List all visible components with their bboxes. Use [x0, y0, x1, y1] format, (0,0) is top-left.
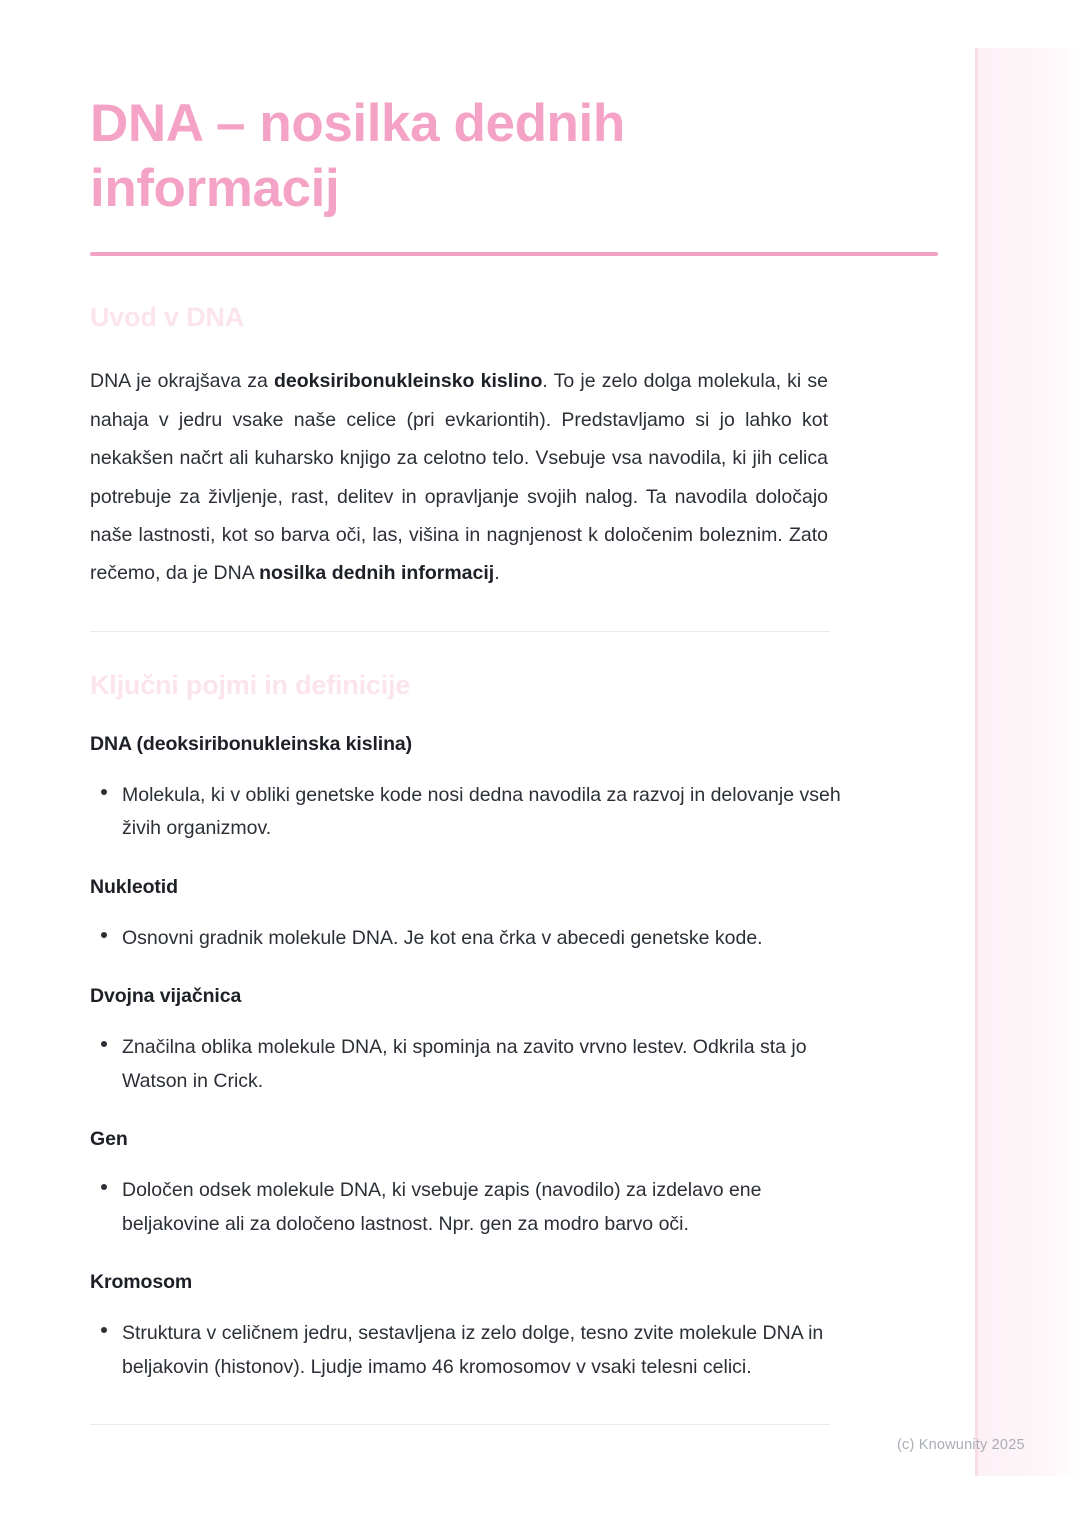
intro-paragraph — [90, 333, 828, 592]
bullet-point-icon — [101, 1041, 107, 1047]
list-item — [90, 1294, 846, 1384]
section-heading-kljucni-pojmi: Ključni pojmi in definicije — [90, 669, 411, 700]
bullet-point-icon — [101, 789, 107, 795]
list-item — [90, 1151, 846, 1241]
definition-term-dna: DNA (deoksiribonukleinska kislina) — [90, 732, 413, 755]
document-content — [90, 0, 938, 1425]
page-title: DNA – nosilka dednih informacij — [90, 94, 625, 218]
definition-term-dvojna-vijacnica: Dvojna vijačnica — [90, 985, 242, 1008]
definition-list-kromosom — [90, 1294, 938, 1384]
definition-text: Značilna oblika molekule DNA, ki spominja na zavito vrvno lestev. Odkrila sta jo Watson in Crick. — [122, 1036, 807, 1092]
definition-term-nukleotid: Nukleotid — [90, 875, 178, 898]
definition-text: Molekula, ki v obliki genetske kode nosi dedna navodila za razvoj in delovanje vseh živih organizmov. — [122, 783, 841, 840]
bullet-point-icon — [101, 1184, 107, 1190]
definition-term-gen: Gen — [90, 1128, 128, 1151]
bullet-point-icon — [101, 932, 107, 938]
intro-bold-term-2: nosilka dednih informacij — [259, 562, 495, 585]
copyright-watermark: (c) Knowunity 2025 — [897, 1437, 1025, 1453]
intro-bold-term-1: deoksiribonukleinsko kislino — [273, 370, 543, 393]
definition-list-nukleotid — [90, 899, 938, 956]
list-item — [90, 756, 846, 846]
section-divider-2 — [90, 1424, 830, 1425]
intro-text-part3: . — [494, 562, 500, 585]
definition-list-dvojna-vijacnica — [90, 1008, 938, 1098]
bullet-point-icon — [101, 1327, 107, 1333]
intro-text-part1: DNA je okrajšava za — [90, 370, 274, 393]
definition-text: Določen odsek molekule DNA, ki vsebuje zapis (navodilo) za izdelavo ene beljakovine ali za določeno lastnost. Npr. gen za modro barvo oči. — [122, 1179, 762, 1235]
page-edge-decoration — [975, 48, 1080, 1476]
definition-text: Osnovni gradnik molekule DNA. Je kot ena črka v abecedi genetske kode. — [122, 926, 763, 949]
list-item — [90, 899, 846, 956]
section-heading-uvod: Uvod v DNA — [90, 302, 245, 333]
definition-list-dna — [90, 756, 938, 846]
definition-list-gen — [90, 1151, 938, 1241]
list-item — [90, 1008, 846, 1098]
definition-text: Struktura v celičnem jedru, sestavljena iz zelo dolge, tesno zvite molekule DNA in beljakovin (histonov). Ljudje imamo 46 kromosomov v vsaki telesni celici. — [122, 1322, 824, 1378]
definition-term-kromosom: Kromosom — [90, 1271, 193, 1294]
intro-text-part2: . To je zelo dolga molekula, ki se nahaja v jedru vsake naše celice (pri evkariontih). Predstavljamo si jo lahko kot nekakšen načrt ali kuharsko knjigo za celotno telo. Vsebuje vsa navodila, ki jih celica potrebuje za življenje, rast, delitev in opravljanje svojih nalog. Ta navodila določajo naše lastnosti, kot so barva oči, las, višina in nagnjenost k določenim boleznim. Zato rečemo, da je DNA — [90, 370, 828, 585]
